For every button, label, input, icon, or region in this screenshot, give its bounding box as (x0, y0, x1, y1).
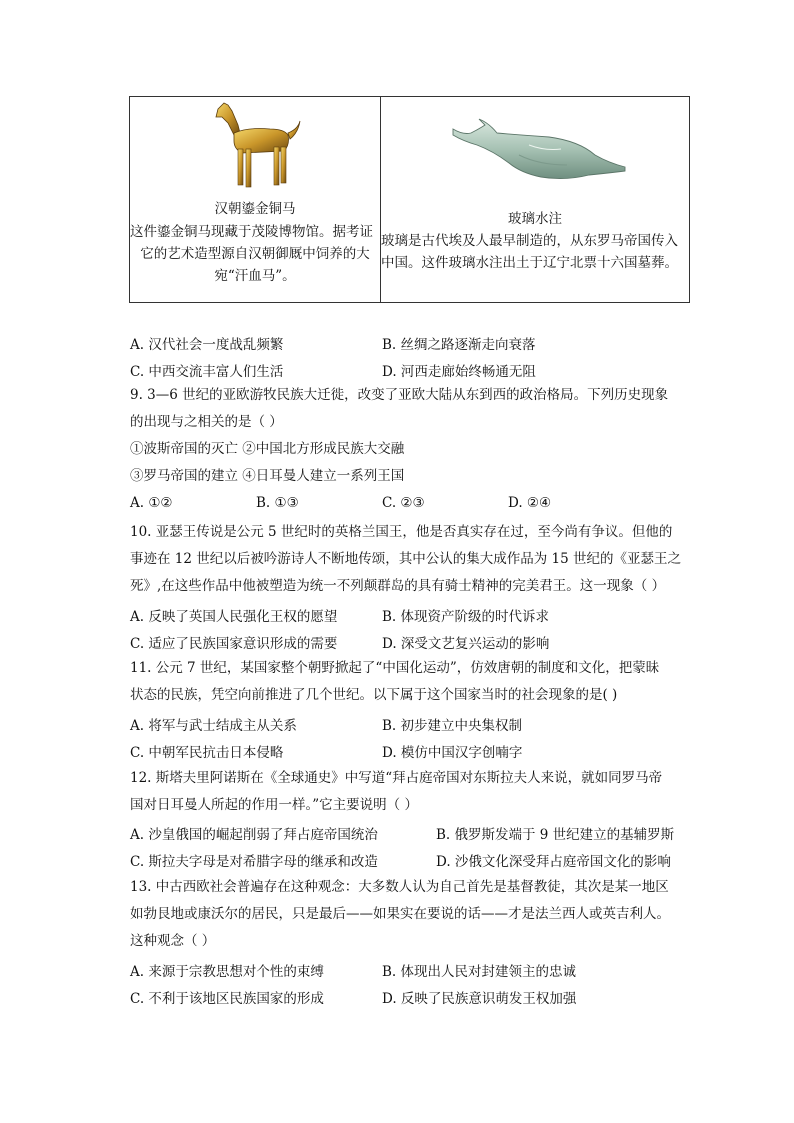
horse-desc-line-2: 它的艺术造型源自汉朝御厩中饲养的大 (140, 246, 370, 262)
q12-option-b: B. 俄罗斯发端于 9 世纪建立的基辅罗斯 (436, 827, 675, 843)
q12-stem-line-2: 国对日耳曼人所起的作用一样。”它主要说明（ ） (130, 797, 418, 813)
q13-option-c: C. 不利于该地区民族国家的形成 (130, 991, 324, 1007)
q9-item-line-1: ①波斯帝国的灭亡 ②中国北方形成民族大交融 (130, 441, 405, 457)
q9-option-c: C. ②③ (382, 495, 425, 511)
q12-option-a: A. 沙皇俄国的崛起削弱了拜占庭帝国统治 (130, 827, 378, 843)
q10-option-b: B. 体现资产阶级的时代诉求 (382, 609, 550, 625)
q8-option-c: C. 中西交流丰富人们生活 (130, 364, 284, 380)
q11-option-c: C. 中朝军民抗击日本侵略 (130, 745, 284, 761)
q12-option-c: C. 斯拉夫字母是对希腊字母的继承和改造 (130, 854, 378, 870)
gilt-bronze-horse-image (208, 99, 303, 191)
q13-stem-line-2: 如勃艮地或康沃尔的居民，只是最后——如果实在要说的话——才是法兰西人或英吉利人。 (130, 906, 670, 922)
glass-desc-line-2: 中国。这件玻璃水注出土于辽宁北票十六国墓葬。 (381, 255, 678, 271)
q9-option-b: B. ①③ (256, 495, 299, 511)
q9-item-line-2: ③罗马帝国的建立 ④日耳曼人建立一系列王国 (130, 468, 405, 484)
q8-option-d: D. 河西走廊始终畅通无阻 (382, 364, 536, 380)
q11-stem-line-1: 11. 公元 7 世纪，某国家整个朝野掀起了“中国化运动”，仿效唐朝的制度和文化，把蒙昧 (130, 660, 660, 676)
q12-stem-line-1: 12. 斯塔夫里阿诺斯在《全球通史》中写道“拜占庭帝国对东斯拉夫人来说，就如同罗马帝 (130, 770, 663, 786)
q10-option-c: C. 适应了民族国家意识形成的需要 (130, 636, 338, 652)
artifact-cell-horse (130, 97, 380, 302)
horse-description (130, 221, 380, 287)
q13-option-d: D. 反映了民族意识萌发王权加强 (382, 991, 577, 1007)
q12-option-d: D. 沙俄文化深受拜占庭帝国文化的影响 (436, 854, 671, 870)
q11-option-b: B. 初步建立中央集权制 (382, 718, 523, 734)
q8-option-b: B. 丝绸之路逐渐走向衰落 (382, 337, 536, 353)
artifact-cell-glass (381, 97, 689, 302)
q9-option-a: A. ①② (130, 495, 173, 511)
q13-option-b: B. 体现出人民对封建领主的忠诚 (382, 964, 577, 980)
glass-description (381, 230, 689, 274)
horse-caption: 汉朝鎏金铜马 (214, 201, 296, 217)
q10-stem-line-3: 死》,在这些作品中他被塑造为统一不列颠群岛的具有骑士精神的完美君王。这一现象（ ） (130, 578, 666, 594)
q11-stem-line-2: 状态的民族，凭空向前推进了几个世纪。以下属于这个国家当时的社会现象的是( ) (130, 687, 618, 703)
q8-option-a: A. 汉代社会一度战乱频繁 (130, 337, 284, 353)
q13-stem-line-1: 13. 中古西欧社会普遍存在这种观念：大多数人认为自己首先是基督教徒，其次是某一地区 (130, 879, 669, 895)
q10-stem-line-2: 事迹在 12 世纪以后被吟游诗人不断地传颂，其中公认的集大成作品为 15 世纪的《亚瑟王之 (130, 551, 682, 567)
q9-option-d: D. ②④ (508, 495, 552, 511)
q10-stem-line-1: 10. 亚瑟王传说是公元 5 世纪时的英格兰国王，他是否真实存在过，至今尚有争议。但他的 (130, 524, 673, 540)
artifact-table (129, 96, 690, 303)
q9-stem-line-1: 9. 3—6 世纪的亚欧游牧民族大迁徙，改变了亚欧大陆从东到西的政治格局。下列历史现象 (130, 387, 669, 403)
glass-caption: 玻璃水注 (508, 211, 562, 227)
q13-option-a: A. 来源于宗教思想对个性的束缚 (130, 964, 324, 980)
q11-option-d: D. 模仿中国汉字创喃字 (382, 745, 523, 761)
glass-vessel-image (449, 115, 627, 189)
q13-stem-line-3: 这种观念（ ） (130, 933, 216, 949)
q9-stem-line-2: 的出现与之相关的是（ ） (130, 414, 283, 430)
q10-option-a: A. 反映了英国人民强化王权的愿望 (130, 609, 338, 625)
q10-option-d: D. 深受文艺复兴运动的影响 (382, 636, 550, 652)
glass-desc-line-1: 玻璃是古代埃及人最早制造的，从东罗马帝国传入 (381, 233, 678, 249)
horse-desc-line-3: 宛“汗血马”。 (214, 268, 296, 284)
q11-option-a: A. 将军与武士结成主从关系 (130, 718, 297, 734)
horse-desc-line-1: 这件鎏金铜马现藏于茂陵博物馆。据考证 (130, 224, 373, 240)
